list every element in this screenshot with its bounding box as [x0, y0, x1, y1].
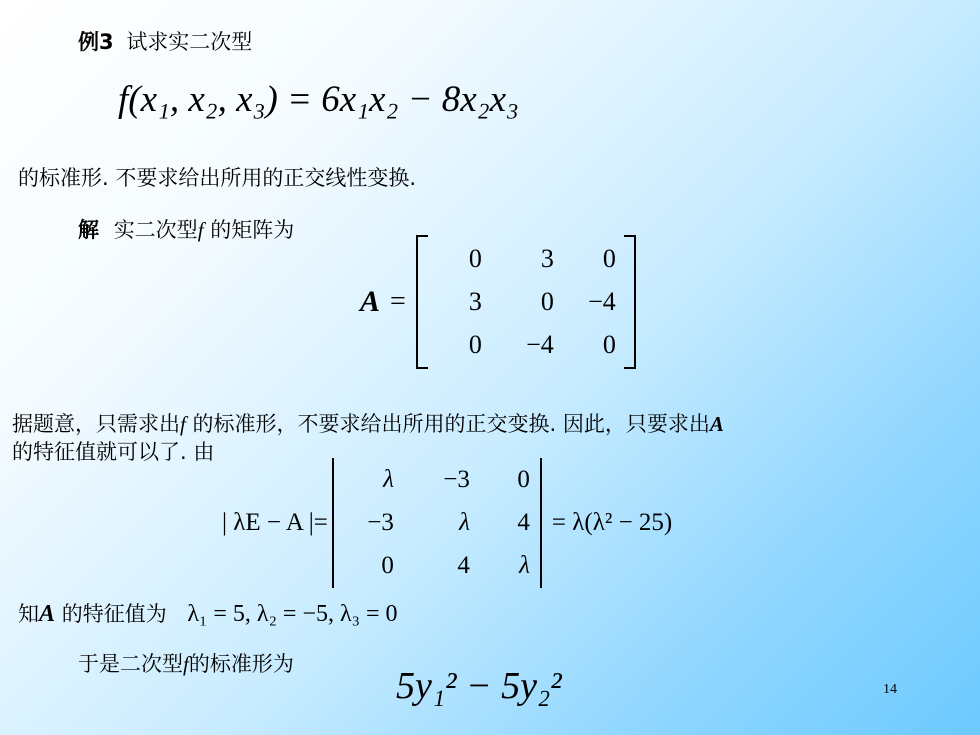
determinant-lhs	[222, 509, 328, 537]
matrix-a-cell: 3	[540, 244, 554, 273]
example-text: 试求实二次型	[126, 30, 253, 54]
formula-f	[118, 78, 519, 121]
paragraph-line-1	[12, 408, 724, 438]
solution-line	[78, 214, 294, 244]
para-line1-mid: 的标准形，不要求给出所用的正交变换. 因此，只要求出	[192, 412, 710, 436]
matrix-a-cell: 0	[468, 244, 482, 273]
determinant-cell: −3	[367, 509, 394, 536]
determinant-cell: 0	[381, 552, 394, 579]
formula-f-lhs: f(x₁, x₂, x₃)	[118, 79, 278, 120]
solution-f: f	[197, 218, 204, 242]
determinant-cell: 0	[517, 466, 530, 493]
para-a: A	[709, 412, 724, 436]
determinant-rhs: = λ(λ² − 25)	[551, 509, 673, 536]
matrix-a-cell: −4	[588, 287, 616, 316]
determinant-cell: λ	[519, 552, 530, 579]
para-line1-pre: 据题意，只需求出	[12, 412, 180, 436]
determinant-cell: λ	[459, 509, 470, 536]
conclusion-post: 的标准形为	[188, 652, 294, 676]
eigen-line	[18, 598, 398, 628]
matrix-a-cell: 0	[602, 330, 616, 359]
paragraph-line-2: 的特征值就可以了. 由	[12, 440, 215, 464]
example-label: 例3	[78, 30, 114, 54]
determinant-right-bar	[540, 458, 542, 588]
matrix-a-cell: 3	[468, 287, 482, 316]
para-f: f	[180, 412, 186, 436]
standard-form-line: 的标准形. 不要求给出所用的正交线性变换.	[18, 166, 417, 190]
eigen-a: A	[39, 601, 56, 627]
eigen-pre: 知	[18, 602, 39, 626]
formula-f-rhs: = 6x₁x₂ − 8x₂x₃	[287, 79, 519, 120]
eigen-text: 的特征值为	[61, 602, 167, 626]
matrix-a-cell: 0	[602, 244, 616, 273]
matrix-a-eq: =	[390, 286, 406, 317]
page-number: 14	[883, 682, 897, 697]
determinant-cell: λ	[383, 466, 394, 493]
determinant-cell: 4	[517, 509, 530, 536]
determinant-lhs-text: | λE − A |=	[222, 509, 328, 536]
solution-text-pre: 实二次型	[113, 218, 198, 242]
determinant-equation	[222, 458, 672, 588]
example-heading	[78, 26, 252, 56]
matrix-a	[416, 235, 636, 369]
matrix-a-cell: −4	[526, 330, 554, 359]
matrix-a-left-bracket	[416, 235, 428, 369]
conclusion-f: f	[183, 652, 189, 676]
solution-text-post: 的矩阵为	[210, 218, 295, 242]
eigen-values: λ₁ = 5, λ₂ = −5, λ₃ = 0	[187, 601, 398, 627]
matrix-a-right-bracket	[624, 235, 636, 369]
matrix-a-cell: 0	[468, 330, 482, 359]
matrix-a-grid	[428, 238, 624, 367]
matrix-a-cell: 0	[540, 287, 554, 316]
standard-form-result: 5y₁² − 5y₂²	[396, 665, 562, 707]
determinant-grid	[334, 459, 540, 588]
determinant-cell: −3	[443, 466, 470, 493]
determinant-cell: 4	[457, 552, 470, 579]
matrix-a-equation	[360, 235, 636, 369]
solution-label: 解	[78, 218, 99, 242]
conclusion-line	[78, 648, 294, 678]
matrix-a-name: A	[360, 285, 381, 318]
conclusion-pre: 于是二次型	[78, 652, 183, 676]
